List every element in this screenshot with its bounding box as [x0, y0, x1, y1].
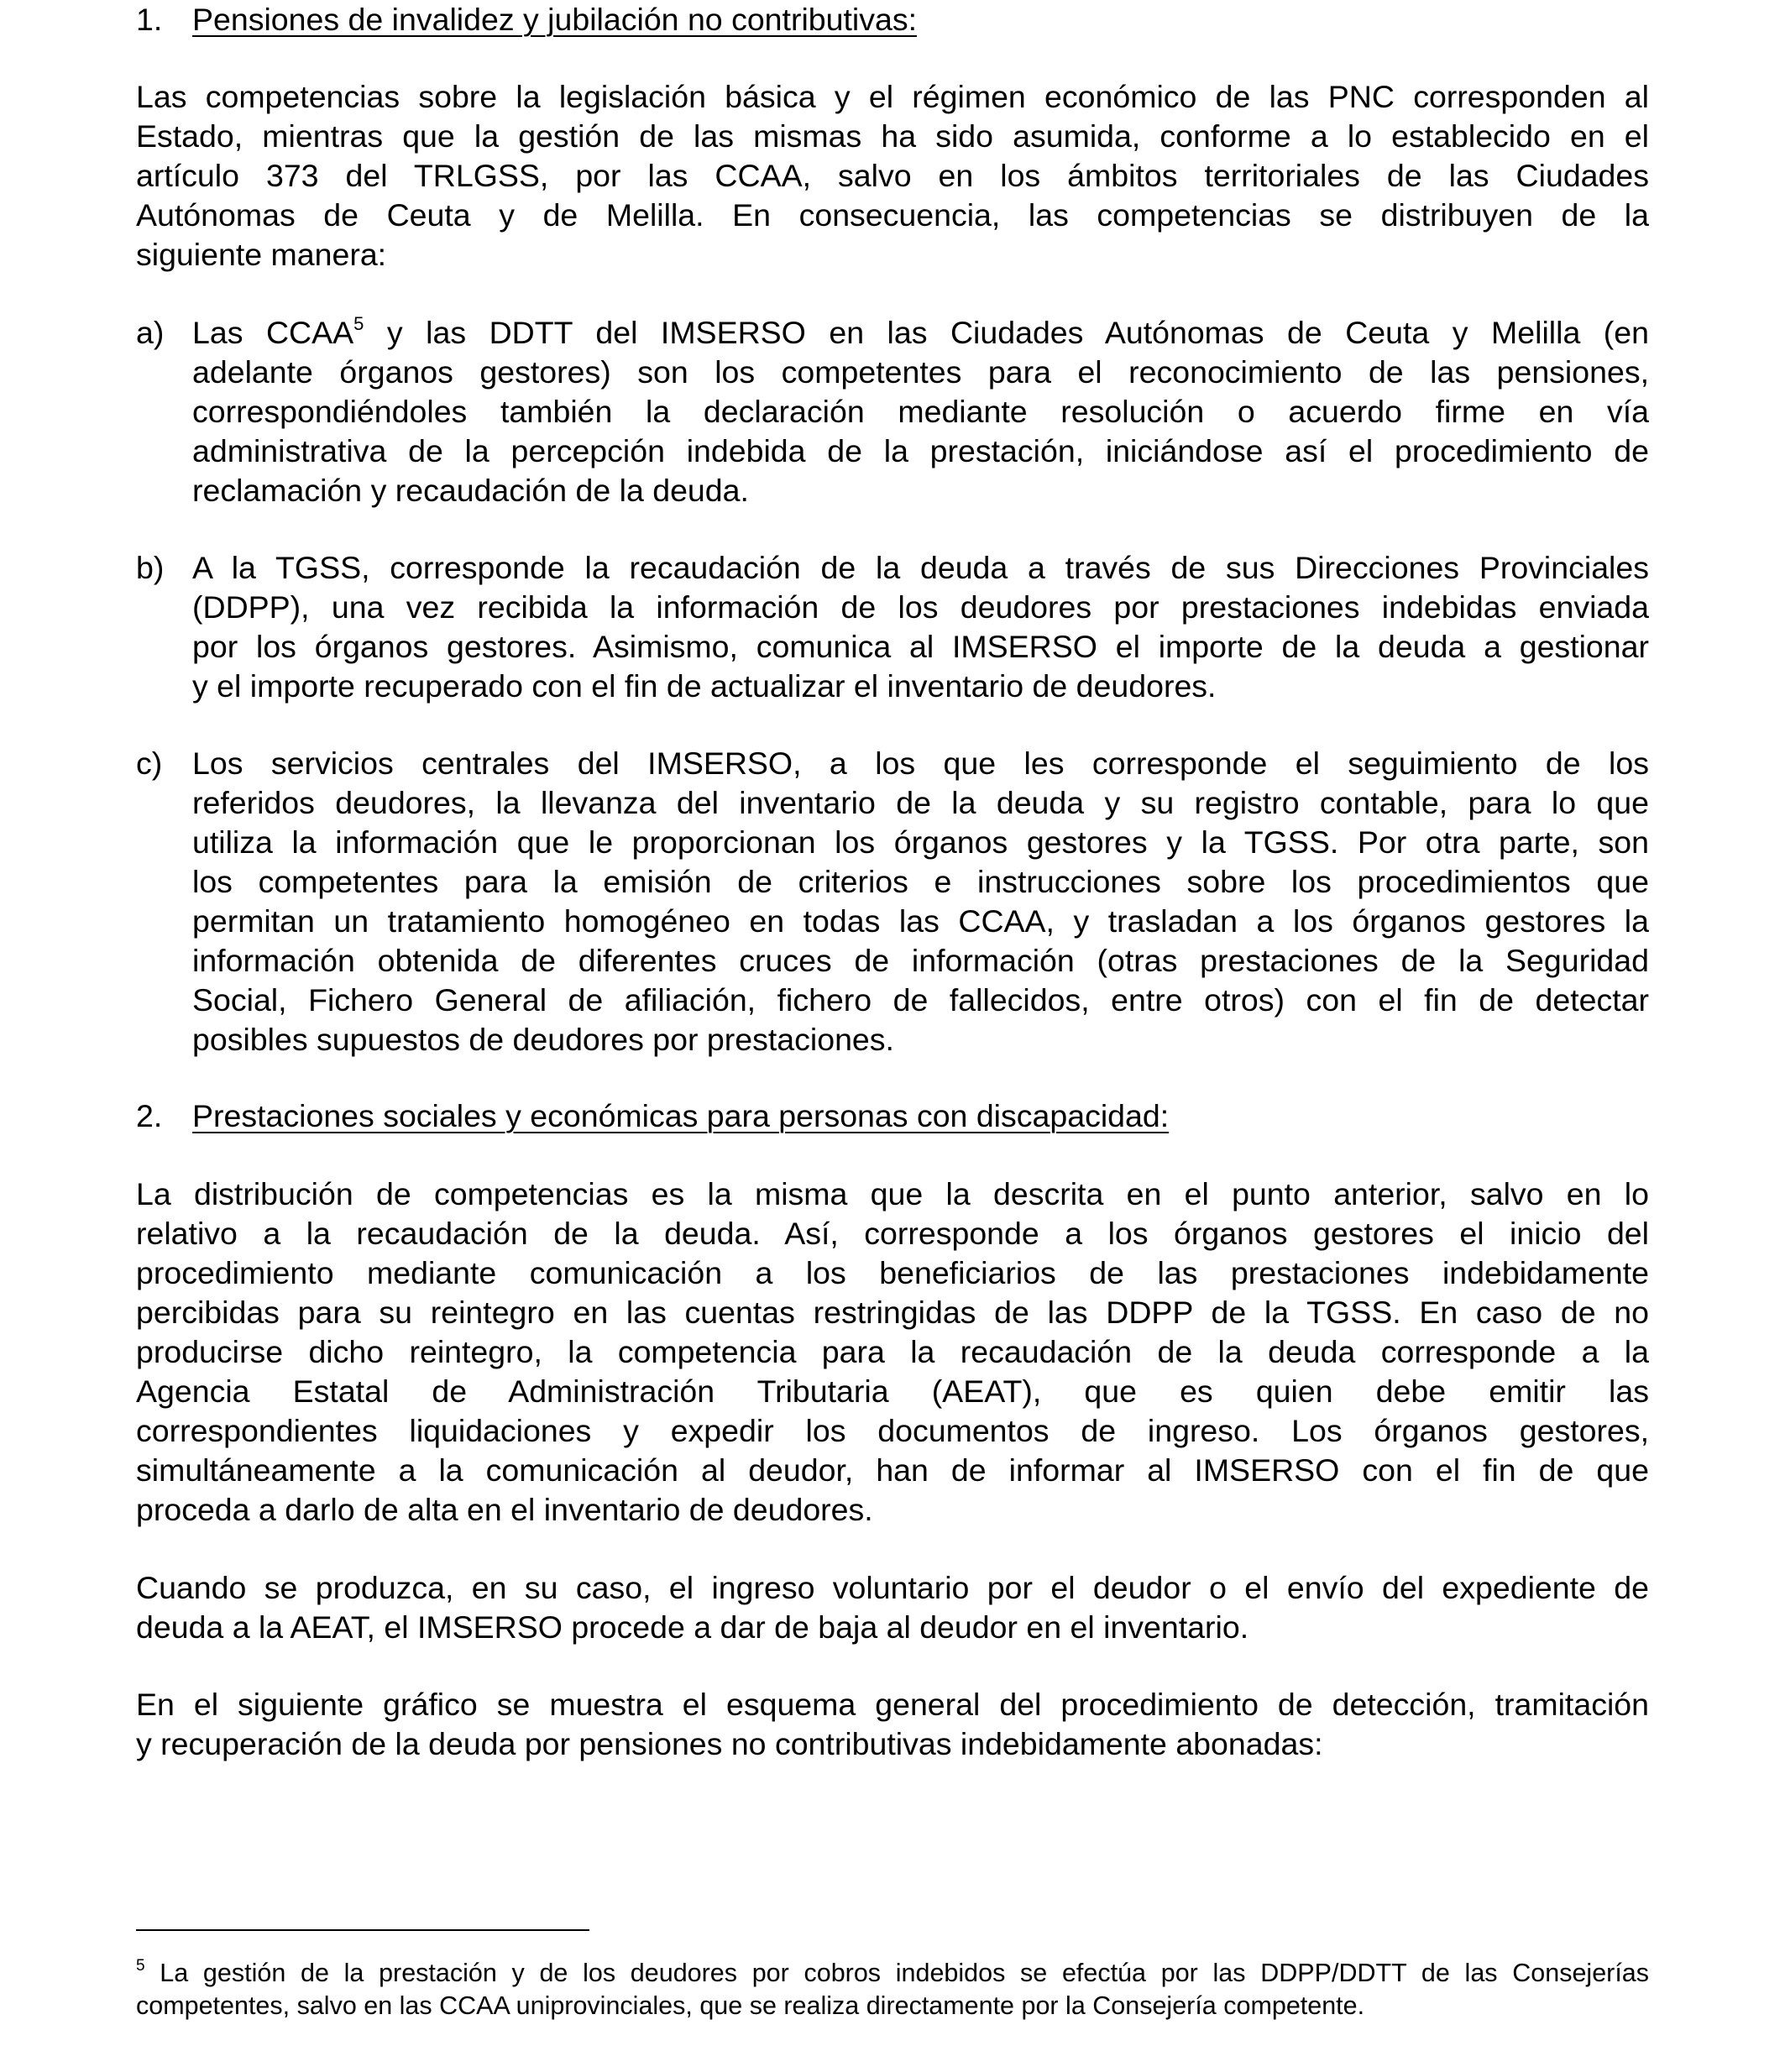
text-run: y las DDTT del IMSERSO en las Ciudades Autónomas de Ceuta y Melilla (en [364, 315, 1649, 350]
section-2-number: 2. [136, 1098, 163, 1133]
text-line: proceda a darlo de alta en el inventario de deudores. [136, 1492, 873, 1527]
section-1-title: Pensiones de invalidez y jubilación no contributivas: [192, 2, 918, 37]
text-line: permitan un tratamiento homogéneo en todas las CCAA, y trasladan a los órganos gestores la [192, 903, 1649, 939]
section-2-title: Prestaciones sociales y económicas para personas con discapacidad: [192, 1098, 1170, 1133]
text-line: los competentes para la emisión de criterios e instrucciones sobre los procedimientos que [192, 864, 1649, 899]
footnote-line [136, 1957, 1649, 1990]
text-line: Autónomas de Ceuta y de Melilla. En consecuencia, las competencias se distribuyen de la [136, 197, 1649, 233]
text-line: Agencia Estatal de Administración Tributaria (AEAT), que es quien debe emitir las [136, 1373, 1649, 1409]
text-line: La distribución de competencias es la misma que la descrita en el punto anterior, salvo en lo [136, 1176, 1649, 1211]
text-line: (DDPP), una vez recibida la información de los deudores por prestaciones indebidas enviada [192, 589, 1649, 625]
footnote-line: competentes, salvo en las CCAA uniprovinciales, que se realiza directamente por la Consejería competente. [136, 1991, 1365, 2020]
text-line: simultáneamente a la comunicación al deudor, han de informar al IMSERSO con el fin de que [136, 1452, 1649, 1488]
text-line: siguiente manera: [136, 237, 387, 272]
footnote-marker: 5 [136, 1957, 145, 1975]
text-line: Estado, mientras que la gestión de las mismas ha sido asumida, conforme a lo establecido en el [136, 118, 1649, 154]
list-marker: b) [136, 550, 165, 585]
text-line: Las competencias sobre la legislación básica y el régimen económico de las PNC corresponden al [136, 79, 1649, 114]
text-line: artículo 373 del TRLGSS, por las CCAA, salvo en los ámbitos territoriales de las Ciudades [136, 158, 1649, 193]
text-line: Social, Fichero General de afiliación, fichero de fallecidos, entre otros) con el fin de detectar [192, 982, 1649, 1018]
text-line [192, 313, 1649, 353]
footnote-text: La gestión de la prestación y de los deudores por cobros indebidos se efectúa por las DDPP/DDTT de las Consejerías [144, 1959, 1649, 1987]
text-line: correspondiéndoles también la declaración mediante resolución o acuerdo firme en vía [192, 394, 1649, 429]
text-line: adelante órganos gestores) son los competentes para el reconocimiento de las pensiones, [192, 354, 1649, 390]
text-line: deuda a la AEAT, el IMSERSO procede a dar de baja al deudor en el inventario. [136, 1609, 1249, 1645]
list-marker: a) [136, 315, 165, 350]
text-line: información obtenida de diferentes cruces de información (otras prestaciones de la Seguridad [192, 943, 1649, 978]
text-line: A la TGSS, corresponde la recaudación de la deuda a través de sus Direcciones Provinciales [192, 550, 1649, 585]
section-1-number: 1. [136, 2, 163, 37]
text-line: utiliza la información que le proporcionan los órganos gestores y la TGSS. Por otra parte, son [192, 824, 1649, 860]
footnote-separator [136, 1929, 589, 1931]
text-line: En el siguiente gráfico se muestra el esquema general del procedimiento de detección, tramitación [136, 1687, 1649, 1722]
text-line: referidos deudores, la llevanza del inventario de la deuda y su registro contable, para lo que [192, 785, 1649, 820]
text-line: Los servicios centrales del IMSERSO, a los que les corresponde el seguimiento de los [192, 746, 1649, 781]
text-line: y el importe recuperado con el fin de actualizar el inventario de deudores. [192, 668, 1217, 704]
list-marker: c) [136, 746, 163, 781]
text-line: correspondientes liquidaciones y expedir los documentos de ingreso. Los órganos gestores, [136, 1413, 1649, 1448]
text-line: administrativa de la percepción indebida de la prestación, iniciándose así el procedimiento de [192, 433, 1649, 468]
text-run: Las CCAA [192, 315, 354, 350]
text-line: percibidas para su reintegro en las cuentas restringidas de las DDPP de la TGSS. En caso de no [136, 1295, 1649, 1330]
text-line: procedimiento mediante comunicación a los beneficiarios de las prestaciones indebidamente [136, 1255, 1649, 1290]
text-line: posibles supuestos de deudores por prestaciones. [192, 1022, 894, 1057]
text-line: y recuperación de la deuda por pensiones no contributivas indebidamente abonadas: [136, 1726, 1323, 1761]
text-line: reclamación y recaudación de la deuda. [192, 473, 749, 508]
text-line: producirse dicho reintegro, la competencia para la recaudación de la deuda corresponde a la [136, 1334, 1649, 1369]
text-line: relativo a la recaudación de la deuda. Así, corresponde a los órganos gestores el inicio del [136, 1216, 1649, 1251]
text-line: Cuando se produzca, en su caso, el ingreso voluntario por el deudor o el envío del expediente de [136, 1570, 1649, 1605]
footnote-reference: 5 [353, 313, 364, 334]
text-line: por los órganos gestores. Asimismo, comunica al IMSERSO el importe de la deuda a gestionar [192, 629, 1649, 664]
